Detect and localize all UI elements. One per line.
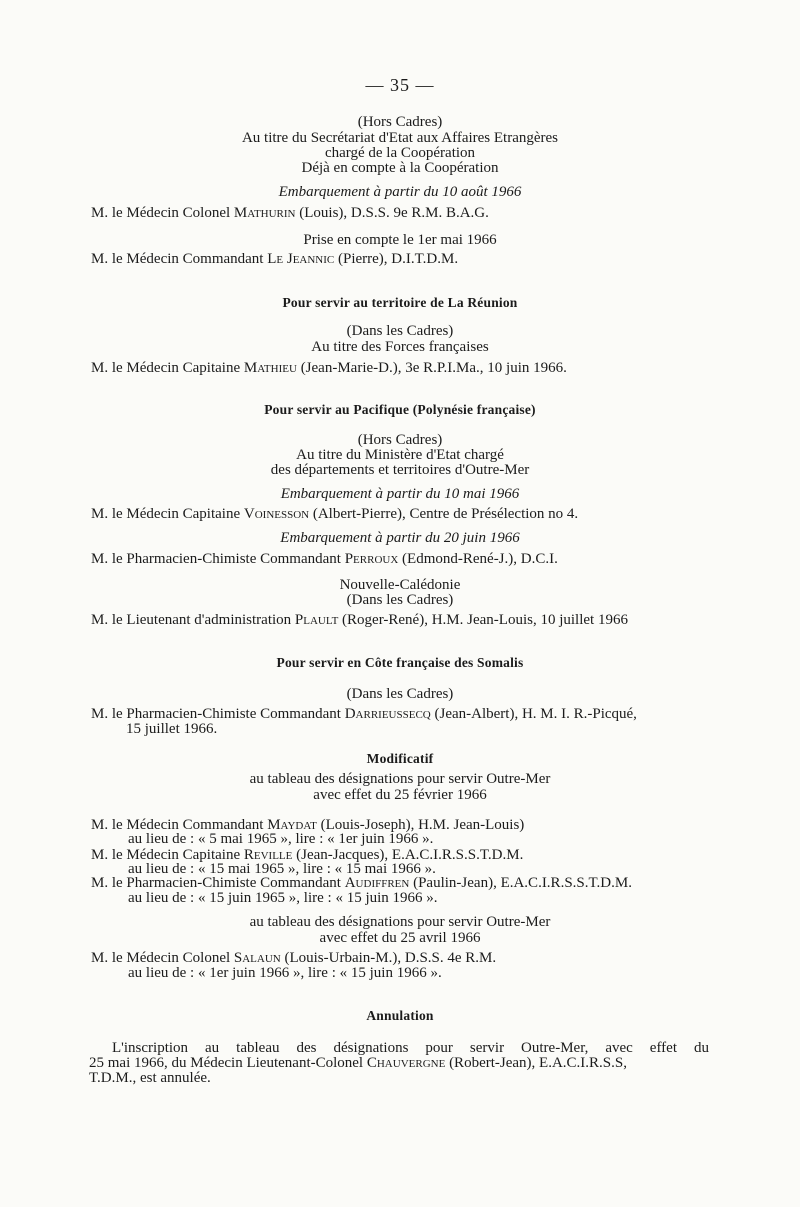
- entry-continuation: 15 juillet 1966.: [126, 721, 218, 737]
- section-heading: Pour servir au Pacifique (Polynésie française): [264, 402, 536, 417]
- entry-prefix: M. le Médecin Capitaine: [91, 847, 244, 863]
- status-line: (Dans les Cadres): [346, 686, 454, 702]
- entry-prefix: M. le Médecin Capitaine: [91, 506, 244, 522]
- entry-continuation: au lieu de : « 5 mai 1965 », lire : « 1er juin 1966 ».: [128, 831, 434, 847]
- entry-details: (Albert-Pierre), Centre de Présélection no 4.: [309, 506, 579, 522]
- paragraph-prefix: 25 mai 1966, du Médecin Lieutenant-Colonel: [89, 1055, 367, 1071]
- person-name: Le Jeannic: [267, 251, 335, 267]
- person-name: Darrieussecq: [344, 706, 431, 722]
- text-line: Au titre du Ministère d'Etat chargé: [296, 447, 504, 463]
- embarkation-line: Embarquement à partir du 20 juin 1966: [280, 530, 520, 546]
- entry-details: (Jean-Marie-D.), 3e R.P.I.Ma., 10 juin 1966.: [296, 360, 567, 376]
- text-line: des départements et territoires d'Outre-Mer: [270, 462, 530, 478]
- entry-details: (Louis), D.S.S. 9e R.M. B.A.G.: [295, 205, 489, 221]
- embarkation-line: Embarquement à partir du 10 août 1966: [278, 184, 522, 200]
- entry-line: [91, 506, 578, 523]
- person-name: Maydat: [267, 817, 317, 833]
- entry-line: [91, 360, 567, 377]
- entry-prefix: M. le Médecin Colonel: [91, 950, 234, 966]
- entry-prefix: M. le Pharmacien-Chimiste Commandant: [91, 706, 345, 722]
- entry-details: (Edmond-René-J.), D.C.I.: [398, 551, 558, 567]
- entry-continuation: au lieu de : « 1er juin 1966 », lire : « 15 juin 1966 ».: [128, 965, 442, 981]
- person-name: Audiffren: [344, 875, 410, 891]
- section-heading: Pour servir au territoire de La Réunion: [282, 295, 518, 310]
- person-name: Salaun: [233, 950, 281, 966]
- entry-prefix: M. le Médecin Capitaine: [91, 360, 244, 376]
- text-line: Déjà en compte à la Coopération: [301, 160, 499, 176]
- entry-details: (Paulin-Jean), E.A.C.I.R.S.S.T.D.M.: [409, 875, 632, 891]
- entry-line: [91, 551, 558, 568]
- person-name: Reville: [243, 847, 293, 863]
- person-name: Plault: [294, 612, 339, 628]
- entry-prefix: M. le Médecin Colonel: [91, 205, 234, 221]
- entry-details: (Pierre), D.I.T.D.M.: [334, 251, 459, 267]
- entry-prefix: M. le Pharmacien-Chimiste Commandant: [91, 875, 345, 891]
- entry-prefix: M. le Pharmacien-Chimiste Commandant: [91, 551, 345, 567]
- text-line: Au titre du Secrétariat d'Etat aux Affaires Etrangères: [241, 130, 559, 146]
- entry-details: (Roger-René), H.M. Jean-Louis, 10 juillet 1966: [338, 612, 628, 628]
- text-line: au tableau des désignations pour servir Outre-Mer: [249, 771, 551, 787]
- text-line: avec effet du 25 février 1966: [313, 787, 487, 803]
- section-heading: Modificatif: [366, 751, 434, 766]
- entry-prefix: M. le Médecin Commandant: [91, 817, 268, 833]
- entry-line: [91, 612, 628, 629]
- text-line: Au titre des Forces françaises: [311, 339, 489, 355]
- person-name: Mathieu: [243, 360, 297, 376]
- entry-line: [91, 205, 489, 222]
- section-heading: Pour servir en Côte française des Somalis: [276, 655, 524, 670]
- entry-details: (Louis-Urbain-M.), D.S.S. 4e R.M.: [280, 950, 497, 966]
- status-line: (Hors Cadres): [357, 432, 443, 448]
- paragraph-line: L'inscription au tableau des désignations pour servir Outre-Mer, avec effet du: [112, 1040, 709, 1056]
- paragraph-details: (Robert-Jean), E.A.C.I.R.S.S,: [445, 1055, 627, 1071]
- person-name: Perroux: [344, 551, 399, 567]
- section-heading: Annulation: [366, 1008, 434, 1023]
- paragraph-line: T.D.M., est annulée.: [89, 1070, 211, 1086]
- status-line: (Dans les Cadres): [346, 592, 454, 608]
- entry-details: (Jean-Jacques), E.A.C.I.R.S.S.T.D.M.: [292, 847, 524, 863]
- status-line: (Hors Cadres): [357, 114, 443, 130]
- entry-details: (Jean-Albert), H. M. I. R.-Picqué,: [430, 706, 637, 722]
- entry-continuation: au lieu de : « 15 juin 1965 », lire : « 15 juin 1966 ».: [128, 890, 438, 906]
- entry-continuation: au lieu de : « 15 mai 1965 », lire : « 15 mai 1966 ».: [128, 861, 436, 877]
- text-line: Prise en compte le 1er mai 1966: [303, 232, 497, 248]
- text-line: avec effet du 25 avril 1966: [319, 930, 481, 946]
- entry-details: (Louis-Joseph), H.M. Jean-Louis): [316, 817, 525, 833]
- person-name: Chauvergne: [366, 1055, 446, 1071]
- embarkation-line: Embarquement à partir du 10 mai 1966: [280, 486, 520, 502]
- text-line: chargé de la Coopération: [324, 145, 476, 161]
- page-number: — 35 —: [365, 75, 435, 95]
- person-name: Mathurin: [233, 205, 296, 221]
- entry-prefix: M. le Médecin Commandant: [91, 251, 268, 267]
- subsection-title: Nouvelle-Calédonie: [339, 577, 461, 593]
- entry-prefix: M. le Lieutenant d'administration: [91, 612, 295, 628]
- entry-line: [91, 251, 458, 268]
- person-name: Voinesson: [243, 506, 310, 522]
- status-line: (Dans les Cadres): [346, 323, 454, 339]
- text-line: au tableau des désignations pour servir Outre-Mer: [249, 914, 551, 930]
